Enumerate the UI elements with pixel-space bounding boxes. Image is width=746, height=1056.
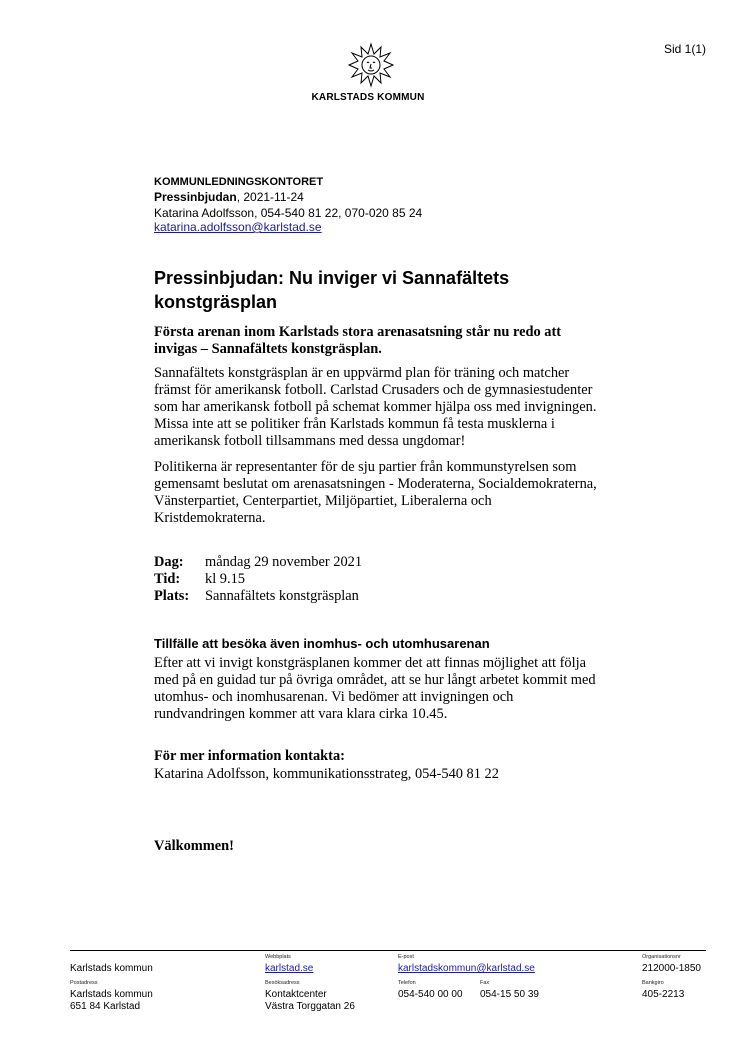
footer-email-label: E-post <box>398 954 414 960</box>
footer-web-label: Webbplats <box>265 954 291 960</box>
paragraph-line: rundvandringen kommer att vara klara cirka 10.45. <box>154 706 448 722</box>
sun-logo-svg <box>348 42 394 88</box>
paragraph-line: Kristdemokraterna. <box>154 510 266 526</box>
event-day-label: Dag: <box>154 554 184 570</box>
org-name: KARLSTADS KOMMUN <box>311 92 425 103</box>
contact-email-link[interactable]: katarina.adolfsson@karlstad.se <box>154 220 322 234</box>
paragraph-line: gemensamt beslutat om arenasatsningen - Moderaterna, Socialdemokraterna, <box>154 476 597 492</box>
footer-divider <box>70 950 706 951</box>
footer-email-link[interactable]: karlstadskommun@karlstad.se <box>398 963 535 974</box>
footer-fax-label: Fax <box>480 980 490 986</box>
event-time-label: Tid: <box>154 571 181 587</box>
event-time-row <box>154 571 245 588</box>
footer-visit-line-2: Västra Torggatan 26 <box>265 1001 355 1012</box>
paragraph-line: Vänsterpartiet, Centerpartiet, Miljöpartiet, Liberalerna och <box>154 493 492 509</box>
footer-postal-label: Postadress <box>70 980 98 986</box>
footer-phone-label: Telefon <box>398 980 416 986</box>
title-line-2: konstgräsplan <box>154 292 278 312</box>
footer-bankgiro-label: Bankgiro <box>642 980 664 986</box>
paragraph-line: Politikerna är representanter för de sju partier från kommunstyrelsen som <box>154 459 577 475</box>
page-number: Sid 1(1) <box>663 42 706 56</box>
footer-orgnr-label: Organisationsnr <box>642 954 681 960</box>
welcome-text: Välkommen! <box>154 838 234 854</box>
lead-line-1: Första arenan inom Karlstads stora arenasatsning står nu redo att <box>154 324 562 340</box>
paragraph-line: Efter att vi invigt konstgräsplanen kommer det att finnas möjlighet att följa <box>154 655 587 671</box>
lead-line-2: invigas – Sannafältets konstgräsplan. <box>154 341 382 357</box>
footer-visit-label: Besöksadress <box>265 980 300 986</box>
footer-postal-line-2: 651 84 Karlstad <box>70 1001 141 1012</box>
visit-heading: Tillfälle att besöka även inomhus- och utomhusarenan <box>154 636 490 651</box>
footer-org-name: Karlstads kommun <box>70 963 153 974</box>
paragraph-line: med på en guidad tur på övriga området, att se hur långt arbetet kommit med <box>154 672 596 688</box>
paragraph-line: Sannafältets konstgräsplan är en uppvärmd plan för träning och matcher <box>154 365 570 381</box>
event-place-value: Sannafältets konstgräsplan <box>205 588 359 604</box>
footer-visit-line-1: Kontaktcenter <box>265 989 327 1000</box>
visit-paragraph <box>154 655 624 723</box>
contact-line: Katarina Adolfsson, kommunikationsstrateg, 054-540 81 22 <box>154 766 499 782</box>
doc-type-line <box>154 191 304 204</box>
paragraph-line: utomhus- och inomhusarenan. Vi bedömer att invigningen och <box>154 689 514 705</box>
doc-date: , 2021-11-24 <box>236 190 304 204</box>
event-time-value: kl 9.15 <box>205 571 245 587</box>
paragraph-1 <box>154 365 624 450</box>
contact-heading: För mer information kontakta: <box>154 748 345 764</box>
footer-orgnr-value: 212000-1850 <box>642 963 701 974</box>
event-day-value: måndag 29 november 2021 <box>205 554 363 570</box>
event-place-row <box>154 588 359 605</box>
footer-web-link[interactable]: karlstad.se <box>265 963 314 974</box>
paragraph-line: främst för amerikansk fotboll. Carlstad Crusaders och de gymnasiestudenter <box>154 382 593 398</box>
footer-postal-line-1: Karlstads kommun <box>70 989 153 1000</box>
page-title <box>154 266 614 314</box>
paragraph-2 <box>154 459 624 527</box>
sun-logo-icon <box>326 42 416 93</box>
doc-type: Pressinbjudan <box>154 190 237 204</box>
footer-fax-value: 054-15 50 39 <box>480 989 539 1000</box>
footer-phone-value: 054-540 00 00 <box>398 989 463 1000</box>
paragraph-line: som har amerikansk fotboll på schemat kommer hjälpa oss med invigningen. <box>154 399 597 415</box>
title-line-1: Pressinbjudan: Nu inviger vi Sannafältets <box>154 268 510 288</box>
contact-info-line: Katarina Adolfsson, 054-540 81 22, 070-020 85 24 <box>154 206 423 220</box>
event-day-row <box>154 554 362 571</box>
lead-paragraph <box>154 324 624 358</box>
paragraph-line: Missa inte att se politiker från Karlstads kommun få testa musklerna i <box>154 416 555 432</box>
event-place-label: Plats: <box>154 588 190 604</box>
department-name: KOMMUNLEDNINGSKONTORET <box>154 176 324 188</box>
footer-bankgiro-value: 405-2213 <box>642 989 685 1000</box>
paragraph-line: amerikansk fotboll tillsammans med dessa ungdomar! <box>154 433 466 449</box>
